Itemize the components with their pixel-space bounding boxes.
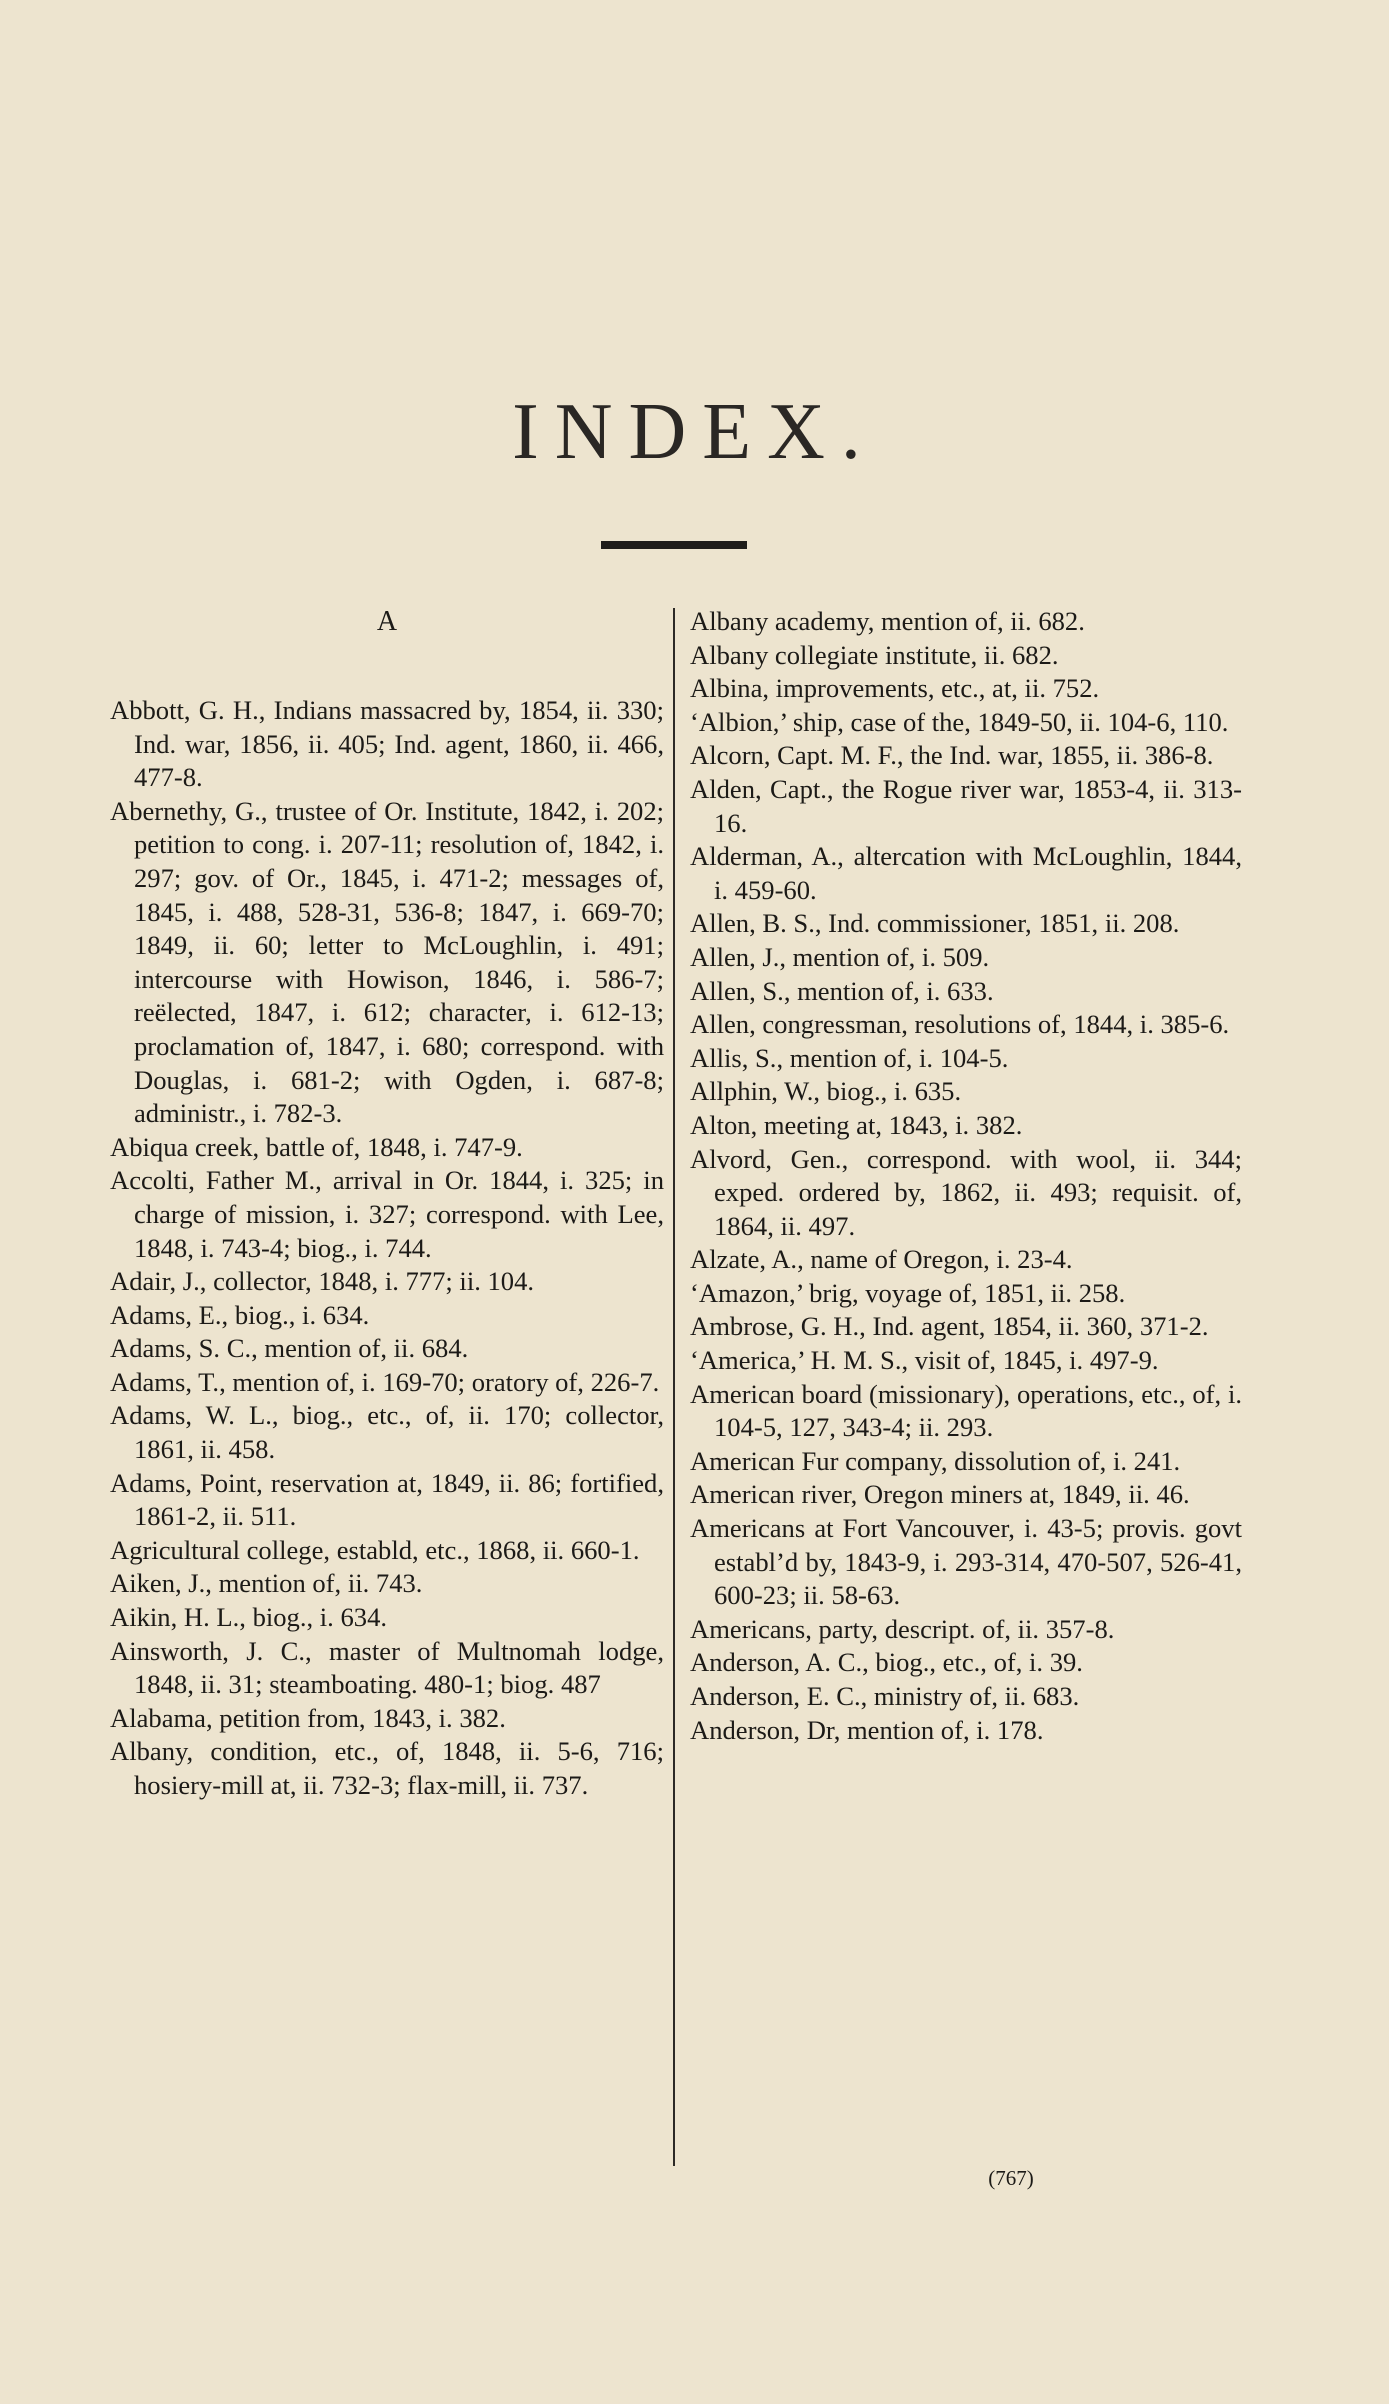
left-entries — [110, 694, 664, 1803]
index-entry: Abernethy, G., trustee of Or. Institute, 1842, i. 202; petition to cong. i. 207-11; resolution of, 1842, i. 297; gov. of Or., 1845, i. 471-2; messages of, 1845, i. 488, 528-31, 536-8; 1847, i. 669-70; 1849, ii. 60; letter to McLoughlin, i. 491; intercourse with Howison, 1846, i. 586-7; reëlected, 1847, i. 612; character, i. 612-13; proclamation of, 1847, i. 680; correspond. with Douglas, i. 681-2; with Ogden, i. 687-8; administr., i. 782-3. — [110, 795, 664, 1129]
column-divider — [673, 608, 675, 2166]
index-entry: Americans, party, descript. of, ii. 357-8. — [690, 1613, 1115, 1644]
index-entry: Alderman, A., altercation with McLoughlin, 1844, i. 459-60. — [690, 841, 1242, 905]
page-number: (767) — [988, 2166, 1034, 2190]
index-entry: ‘Amazon,’ brig, voyage of, 1851, ii. 258. — [690, 1277, 1126, 1308]
index-entry: Albany collegiate institute, ii. 682. — [690, 639, 1059, 670]
index-entry: Alton, meeting at, 1843, i. 382. — [690, 1109, 1023, 1140]
index-entry: American river, Oregon miners at, 1849, ii. 46. — [690, 1479, 1190, 1510]
index-entry: Anderson, E. C., ministry of, ii. 683. — [690, 1681, 1080, 1711]
page-title: INDEX. — [512, 388, 877, 476]
index-entry: Alvord, Gen., correspond. with wool, ii. 344; exped. ordered by, 1862, ii. 493; requisit. of, 1864, ii. 497. — [690, 1143, 1242, 1241]
index-entry: American Fur company, dissolution of, i. 241. — [690, 1445, 1181, 1476]
index-entry: Alcorn, Capt. M. F., the Ind. war, 1855, ii. 386-8. — [690, 740, 1214, 771]
index-entry: Adams, Point, reservation at, 1849, ii. 86; fortified, 1861-2, ii. 511. — [110, 1467, 664, 1532]
index-entry: Albany academy, mention of, ii. 682. — [690, 606, 1085, 636]
right-entries — [690, 605, 1242, 1747]
section-letter: A — [376, 606, 398, 637]
index-entry: Aiken, J., mention of, ii. 743. — [110, 1568, 423, 1599]
index-entry: Abiqua creek, battle of, 1848, i. 747-9. — [110, 1131, 523, 1162]
index-entry: Adams, W. L., biog., etc., of, ii. 170; collector, 1861, ii. 458. — [110, 1400, 664, 1465]
index-entry: Alden, Capt., the Rogue river war, 1853-4, ii. 313-16. — [690, 773, 1242, 838]
index-entry: Abbott, G. H., Indians massacred by, 1854, ii. 330; Ind. war, 1856, ii. 405; Ind. agent, 1860, ii. 466, 477-8. — [110, 695, 664, 793]
index-entry: ‘Albion,’ ship, case of the, 1849-50, ii. 104-6, 110. — [690, 706, 1229, 737]
index-entry: Ainsworth, J. C., master of Multnomah lodge, 1848, ii. 31; steamboating. 480-1; biog. 487 — [110, 1635, 664, 1700]
index-entry: Allphin, W., biog., i. 635. — [690, 1076, 962, 1107]
index-entry: Ambrose, G. H., Ind. agent, 1854, ii. 360, 371-2. — [690, 1311, 1209, 1342]
index-column-right — [690, 605, 1242, 1747]
index-entry: American board (missionary), operations, etc., of, i. 104-5, 127, 343-4; ii. 293. — [690, 1378, 1242, 1443]
index-entry: Allis, S., mention of, i. 104-5. — [690, 1042, 1009, 1073]
index-entry: Accolti, Father M., arrival in Or. 1844, i. 325; in charge of mission, i. 327; correspond. with Lee, 1848, i. 743-4; biog., i. 744. — [110, 1165, 664, 1263]
index-entry: Anderson, Dr, mention of, i. 178. — [690, 1714, 1044, 1745]
index-entry: Americans at Fort Vancouver, i. 43-5; provis. govt establ’d by, 1843-9, i. 293-314, 470-507, 526-41, 600-23; ii. 58-63. — [690, 1513, 1242, 1611]
index-entry: ‘America,’ H. M. S., visit of, 1845, i. 497-9. — [690, 1345, 1159, 1376]
title-rule — [601, 541, 747, 549]
index-entry: Allen, congressman, resolutions of, 1844, i. 385-6. — [690, 1009, 1230, 1040]
index-column-left — [110, 605, 664, 1803]
index-entry: Allen, J., mention of, i. 509. — [690, 941, 990, 972]
index-entry: Alzate, A., name of Oregon, i. 23-4. — [690, 1244, 1073, 1275]
index-entry: Agricultural college, establd, etc., 1868, ii. 660-1. — [110, 1534, 640, 1565]
index-entry: Albany, condition, etc., of, 1848, ii. 5-6, 716; hosiery-mill at, ii. 732-3; flax-mill, ii. 737. — [110, 1736, 664, 1800]
index-entry: Albina, improvements, etc., at, ii. 752. — [690, 673, 1100, 704]
index-entry: Adair, J., collector, 1848, i. 777; ii. 104. — [110, 1266, 535, 1297]
index-entry: Aikin, H. L., biog., i. 634. — [110, 1602, 388, 1633]
index-entry: Adams, S. C., mention of, ii. 684. — [110, 1333, 469, 1364]
index-entry: Allen, B. S., Ind. commissioner, 1851, ii. 208. — [690, 908, 1180, 939]
index-entry: Anderson, A. C., biog., etc., of, i. 39. — [690, 1647, 1083, 1678]
index-entry: Alabama, petition from, 1843, i. 382. — [110, 1702, 506, 1733]
index-entry: Allen, S., mention of, i. 633. — [690, 975, 994, 1006]
index-entry: Adams, T., mention of, i. 169-70; oratory of, 226-7. — [110, 1366, 660, 1397]
index-entry: Adams, E., biog., i. 634. — [110, 1299, 370, 1330]
